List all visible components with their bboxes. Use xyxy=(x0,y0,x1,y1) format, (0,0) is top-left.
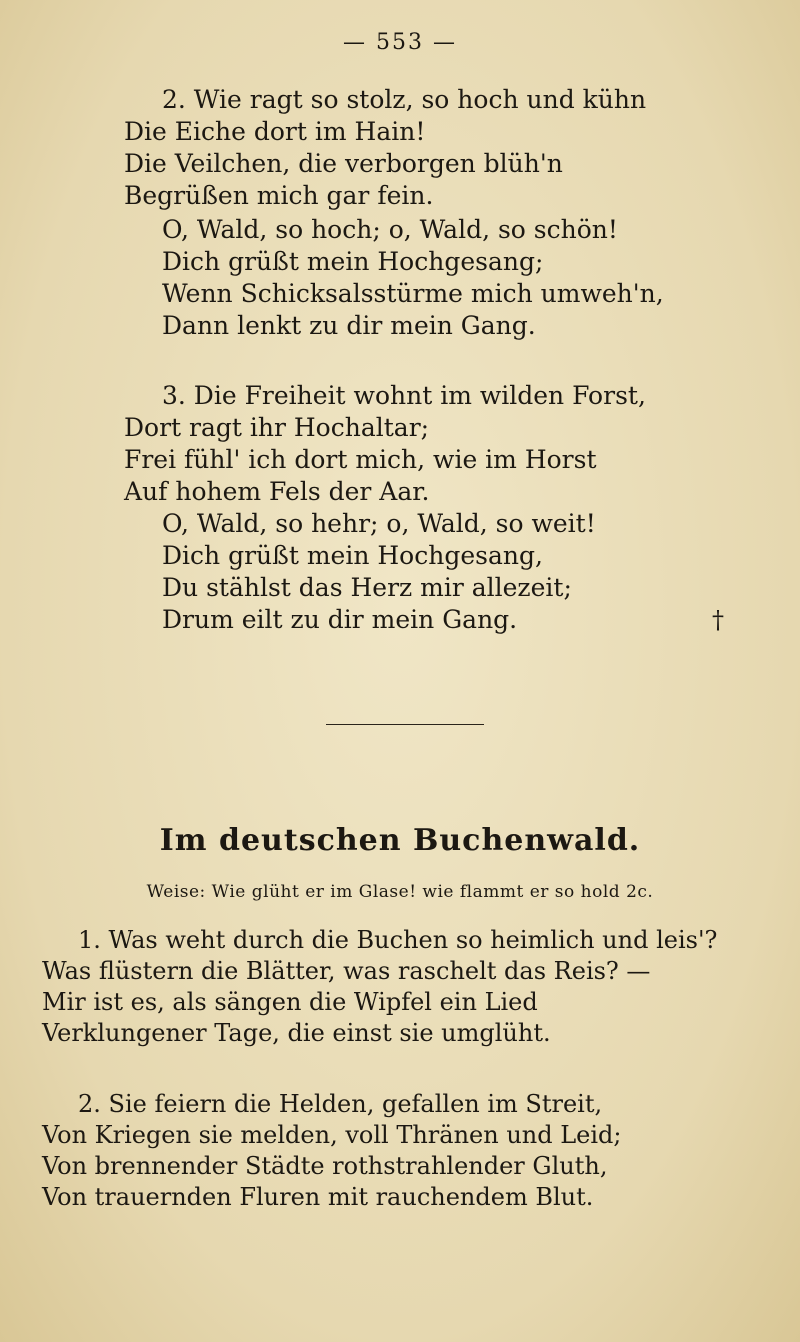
poem2-stanza-2 xyxy=(42,1088,622,1212)
stanza-2 xyxy=(124,84,646,212)
verse-line: Was flüstern die Blätter, was raschelt das Reis? — xyxy=(42,957,651,985)
verse-line: Dort ragt ihr Hochaltar; xyxy=(124,413,430,442)
poem2-stanza-1 xyxy=(42,924,717,1048)
melody-note: Weise: Wie glüht er im Glase! wie flammt er so hold 2c. xyxy=(146,882,654,902)
verse-line: Die Veilchen, die verborgen blüh'n xyxy=(124,149,563,178)
verse-line: Von trauernden Fluren mit rauchendem Blut. xyxy=(42,1183,594,1211)
verse-line: 1. Was weht durch die Buchen so heimlich und leis'? xyxy=(78,926,718,954)
end-cross-mark: † xyxy=(712,606,724,634)
refrain-line: Dich grüßt mein Hochgesang; xyxy=(162,247,544,276)
verse-line: Mir ist es, als sängen die Wipfel ein Lied xyxy=(42,988,538,1016)
stanza-3 xyxy=(124,380,646,508)
section-divider xyxy=(326,724,484,725)
verse-line: Die Eiche dort im Hain! xyxy=(124,117,426,146)
verse-line: Auf hohem Fels der Aar. xyxy=(124,477,430,506)
refrain-line: O, Wald, so hoch; o, Wald, so schön! xyxy=(162,215,618,244)
page-number: — 553 — xyxy=(343,30,457,55)
verse-line: 3. Die Freiheit wohnt im wilden Forst, xyxy=(162,381,646,410)
verse-line: Von brennender Städte rothstrahlender Gluth, xyxy=(42,1152,608,1180)
refrain-line: Drum eilt zu dir mein Gang. xyxy=(162,605,518,634)
refrain-line: Du stählst das Herz mir allezeit; xyxy=(162,573,572,602)
refrain-2 xyxy=(162,214,664,342)
refrain-3 xyxy=(162,508,596,636)
verse-line: 2. Sie feiern die Helden, gefallen im Streit, xyxy=(78,1090,603,1118)
verse-line: 2. Wie ragt so stolz, so hoch und kühn xyxy=(162,85,647,114)
verse-line: Von Kriegen sie melden, voll Thränen und Leid; xyxy=(42,1121,622,1149)
refrain-line: Wenn Schicksalsstürme mich umweh'n, xyxy=(162,279,664,308)
verse-line: Begrüßen mich gar fein. xyxy=(124,181,434,210)
refrain-line: O, Wald, so hehr; o, Wald, so weit! xyxy=(162,509,596,538)
verse-line: Verklungener Tage, die einst sie umglüht. xyxy=(42,1019,551,1047)
refrain-line: Dann lenkt zu dir mein Gang. xyxy=(162,311,536,340)
refrain-line: Dich grüßt mein Hochgesang, xyxy=(162,541,543,570)
verse-line: Frei fühl' ich dort mich, wie im Horst xyxy=(124,445,597,474)
poem-title: Im deutschen Buchenwald. xyxy=(159,823,641,858)
